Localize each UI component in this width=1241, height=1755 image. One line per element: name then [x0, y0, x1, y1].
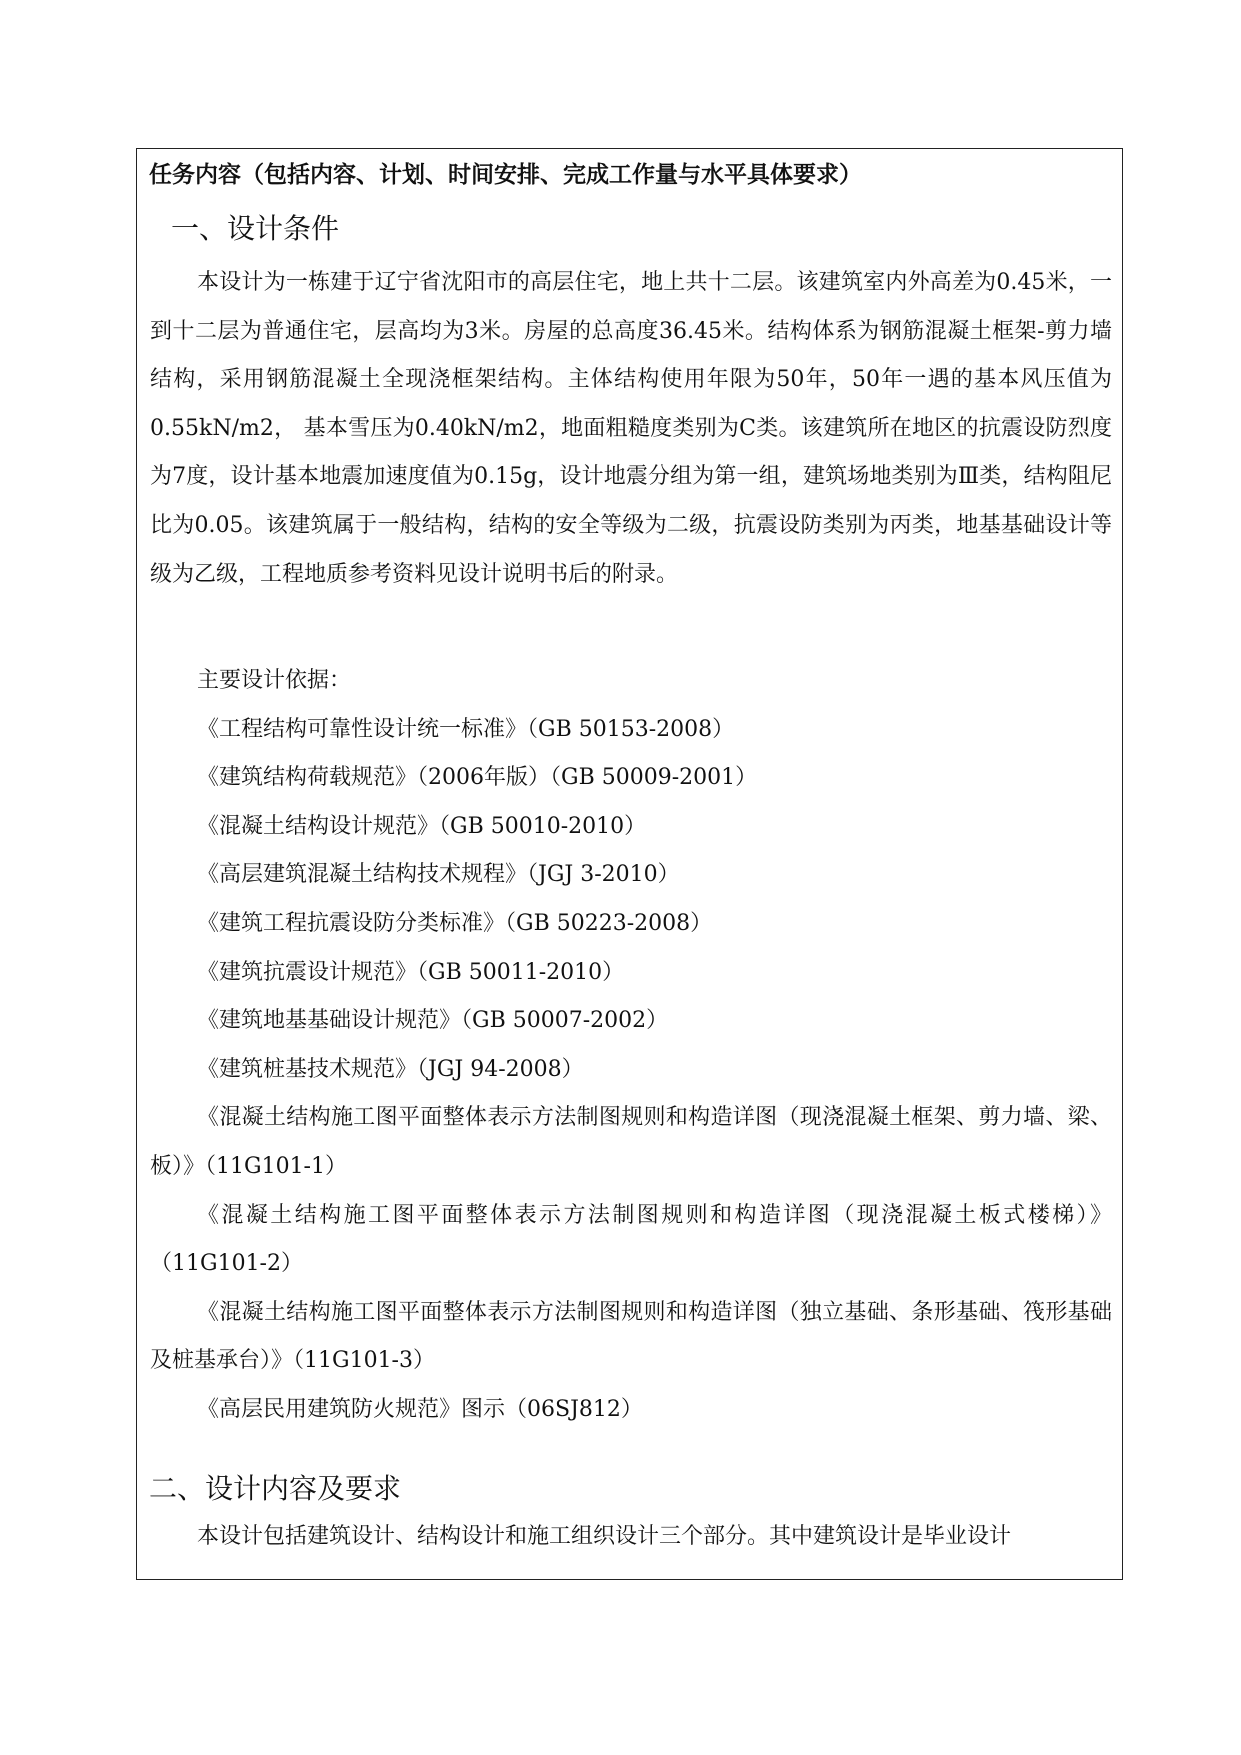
design-content-paragraph: 本设计包括建筑设计、结构设计和施工组织设计三个部分。其中建筑设计是毕业设计: [197, 1524, 1012, 1549]
reference-item: 《混凝土结构施工图平面整体表示方法制图规则和构造详图（现浇混凝土板式楼梯）》（11G101-2）: [150, 1202, 1112, 1277]
reference-item: 《建筑桩基技术规范》（JGJ 94-2008）: [197, 1056, 584, 1082]
reference-item: 《混凝土结构设计规范》（GB 50010-2010）: [197, 813, 647, 839]
section-heading-design-conditions: 一、设计条件: [171, 212, 340, 245]
reference-item: 《混凝土结构施工图平面整体表示方法制图规则和构造详图（独立基础、条形基础、筏形基础及桩基承台）》（11G101-3）: [150, 1299, 1112, 1374]
reference-item: 《高层建筑混凝土结构技术规程》（JGJ 3-2010）: [197, 862, 680, 888]
task-content-box: [136, 148, 1123, 1580]
reference-item: 《建筑结构荷载规范》（2006年版）（GB 50009-2001）: [197, 765, 758, 791]
reference-item: 《建筑抗震设计规范》（GB 50011-2010）: [197, 959, 625, 985]
reference-item: 《建筑工程抗震设防分类标准》（GB 50223-2008）: [197, 910, 713, 936]
reference-item: 《高层民用建筑防火规范》图示（06SJ812）: [197, 1396, 643, 1422]
reference-item: 《建筑地基基础设计规范》（GB 50007-2002）: [197, 1008, 669, 1034]
section-heading-design-content: 二、设计内容及要求: [149, 1472, 402, 1505]
design-conditions-paragraph: 本设计为一栋建于辽宁省沈阳市的高层住宅，地上共十二层。该建筑室内外高差为0.45米，一到十二层为普通住宅，层高均为3米。房屋的总高度36.45米。结构体系为钢筋混凝土框架-剪力墙结构，采用钢筋混凝土全现浇框架结构。主体结构使用年限为50年，50年一遇的基本风压值为0.55kN/m2， 基本雪压为0.40kN/m2，地面粗糙度类别为C类。该建筑所在地区的抗震设防烈度为7度，设计基本地震加速度值为0.15g，设计地震分组为第一组，建筑场地类别为Ⅲ类，结构阻尼比为0.05。该建筑属于一般结构，结构的安全等级为二级，抗震设防类别为丙类，地基基础设计等级为乙级，工程地质参考资料见设计说明书后的附录。: [150, 270, 1112, 587]
task-content-header: 任务内容（包括内容、计划、时间安排、完成工作量与水平具体要求）: [149, 162, 862, 188]
reference-item: 《混凝土结构施工图平面整体表示方法制图规则和构造详图（现浇混凝土框架、剪力墙、梁、板）》（11G101-1）: [150, 1105, 1112, 1179]
design-basis-list: [150, 657, 1112, 1435]
reference-item: 《工程结构可靠性设计统一标准》（GB 50153-2008）: [197, 716, 735, 742]
design-basis-label: 主要设计依据：: [197, 668, 352, 693]
